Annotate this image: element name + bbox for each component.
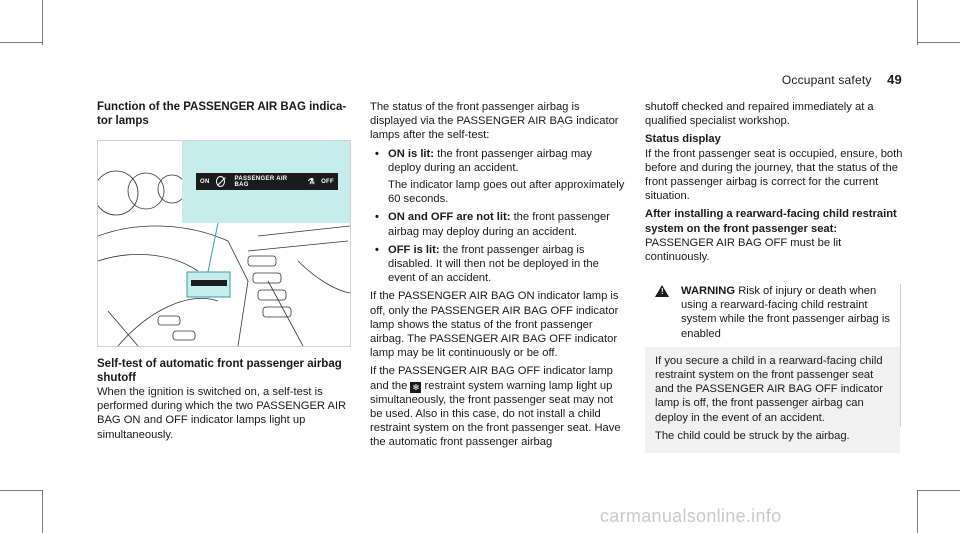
crop-mark xyxy=(0,490,42,491)
indicator-callout xyxy=(182,141,350,223)
column-1-lower xyxy=(97,357,359,446)
indicator-paragraph: If the PASSENGER AIR BAG ON indicator lamp is off, only the PASSENGER AIR BAG OFF indicator lamp shows the status of the front passenger airbag. The PASSENGER AIR BAG OFF indicator lamp may be lit continuously or be off. xyxy=(370,290,619,360)
airbag-label: PASSENGER AIR BAG xyxy=(234,175,288,188)
status-display-text: If the front passenger seat is occupied, ensure, both before and during the journey, that the status of the front passenger airbag is correct for the current situation. xyxy=(645,147,903,203)
warning-triangle-icon: ! xyxy=(655,285,669,297)
list-item: • OFF is lit: the front passenger airbag is disabled. It will then not be deployed in the event of an accident. xyxy=(375,243,599,285)
crop-mark xyxy=(917,0,918,45)
watermark: carmanualsonline.info xyxy=(600,506,782,526)
indicator-lamp-strip xyxy=(196,173,338,190)
on-label: ON xyxy=(200,178,210,185)
continued-paragraph: shutoff checked and repaired immediately at a qualified specialist workshop. xyxy=(645,101,874,128)
crop-mark xyxy=(0,42,42,43)
column-2 xyxy=(370,100,628,454)
warning-box xyxy=(645,284,901,442)
crop-mark xyxy=(917,490,918,533)
column-3 xyxy=(645,100,903,268)
subheading-self-test: Self-test of automatic front passenger airbag shutoff xyxy=(97,358,342,384)
dashboard-illustration xyxy=(97,140,351,347)
seat-icon: ⚗ xyxy=(307,177,316,186)
crop-mark xyxy=(917,42,960,43)
crop-mark xyxy=(917,490,960,491)
warning-title: Risk of injury or death when using a rearward-facing child restraint system while the front passenger airbag is enabled xyxy=(681,285,890,340)
status-display-heading: Status display xyxy=(645,133,721,146)
warning-header xyxy=(645,284,900,341)
section-title: Occupant safety xyxy=(781,73,872,87)
crop-mark xyxy=(42,0,43,45)
warning-paragraph: The child could be struck by the airbag. xyxy=(655,429,850,442)
list-item: • ON and OFF are not lit: the front passenger airbag may deploy during an accident. xyxy=(375,211,610,238)
list-item: • ON is lit: the front passenger airbag may deploy during an accident. The indicator lamp goes out after approximately 60 seconds. xyxy=(370,147,628,207)
warning-lamp-paragraph: If the PASSENGER AIR BAG OFF indicator lamp and the ✻ restraint system warning lamp light up simultaneously, the front passenger seat may not be used. Also in this case, do not install a child restraint system on the front passenger seat. Have the automatic front passenger airbag xyxy=(370,365,621,449)
after-install-paragraph: After installing a rearward-facing child restraint system on the front passenger seat: PASSENGER AIR BAG OFF must be lit continuously. xyxy=(645,208,897,264)
warning-body xyxy=(645,347,900,453)
off-label: OFF xyxy=(321,178,334,185)
status-list xyxy=(370,147,628,286)
status-intro: The status of the front passenger airbag is displayed via the PASSENGER AIR BAG indicator lamps after the self-test: xyxy=(370,101,619,142)
warning-label: WARNING xyxy=(681,285,736,297)
airbag-off-icon xyxy=(216,176,225,187)
page-number: 49 xyxy=(887,72,902,87)
page-header xyxy=(782,72,902,87)
list-item-note: The indicator lamp goes out after approximately 60 seconds. xyxy=(388,179,625,206)
column-1 xyxy=(97,100,357,128)
self-test-paragraph: When the ignition is switched on, a self-test is performed during which the two PASSENGER AIR BAG ON and OFF indicator lamps light up simultaneously. xyxy=(97,386,347,441)
warning-paragraph: If you secure a child in a rearward-facing child restraint system on the front passenger seat and the PASSENGER AIR BAG OFF indicator lamp is off, the front passenger airbag can deploy in the event of an accident. xyxy=(655,354,883,424)
section-heading: Function of the PASSENGER AIR BAG indica- tor lamps xyxy=(97,101,347,127)
restraint-system-icon: ✻ xyxy=(410,382,421,393)
crop-mark xyxy=(42,490,43,533)
